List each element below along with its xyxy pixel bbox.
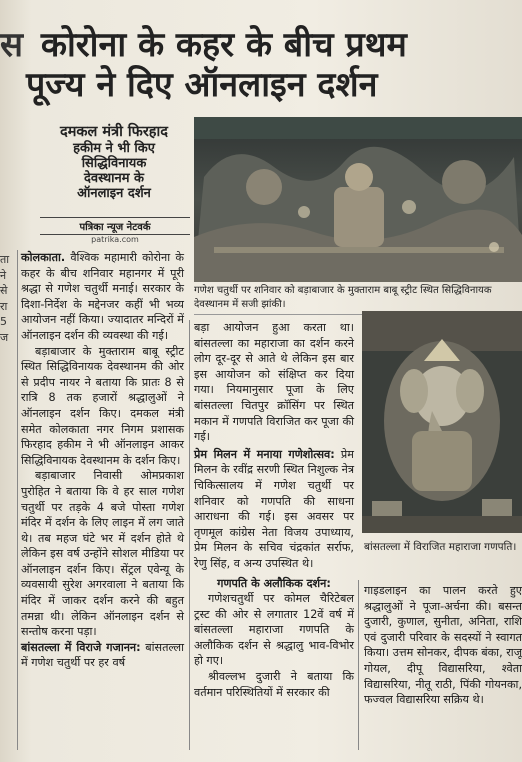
article-column-3 xyxy=(364,583,522,708)
paragraph: बड़ाबाजार निवासी ओमप्रकाश पुरोहित ने बताया कि वे हर साल गणेश चतुर्थी पर तड़के 4 बजे पोस्ता गणेश मंदिर में दर्शन के लिए लाइन में लग जाते थे। तब महज घंटे भर में दर्शन होते थे लेकिन इस वर्ष उन्होंने सोशल मीडिया पर ऑनलाइन दर्शन किए। सेंट्रल एवेन्यू के व्यवसायी सुरेश अगरवाला ने बताया कि मंदिर में जाकर दर्शन करने की बहुत तमन्ना थी। लेकिन ऑनलाइन दर्शन से सन्तोष करना पड़ा। xyxy=(21,469,184,639)
headline-text-1: कोरोना के कहर के बीच प्रथम xyxy=(40,25,407,65)
subheadline xyxy=(38,124,190,201)
paragraph: गाइडलाइन का पालन करते हुए श्रद्धालुओं ने पूजा-अर्चना की। बसन्त दुजारी, कुणाल, सुनीता, अनिता, राशि एवं दुजारी परिवार के सदस्यों ने स्वागत किया। उत्तम सोनकर, दीपक बंका, राजू गोयल, दीपू विद्यासरिया, श्वेता विद्यासरिया, नीतू राठी, पिंकी गोयनका, फज्वल विद्यासरिया सक्रिय थे। xyxy=(364,584,522,707)
subheadline-line: हकीम ने भी किए xyxy=(73,141,155,156)
article-column-1 xyxy=(21,250,184,671)
photo1-caption: गणेश चतुर्थी पर शनिवार को बड़ाबाजार के मुक्ताराम बाबू स्ट्रीट स्थित सिद्धिविनायक देवस्थानम में सजी झांकी। xyxy=(194,285,492,310)
byline-site: patrika.com xyxy=(91,235,139,244)
edge-text: 5 xyxy=(0,315,7,329)
edge-text: ने xyxy=(0,268,7,282)
paragraph-text: प्रेम मिलन के रवींद्र सरणी स्थित निशुल्क नेत्र चिकित्सालय में गणेश चतुर्थी पर शनिवार को गणपति की साधना आराधना की गई। इस अवसर पर तृणमूल कांग्रेस नेता विजय उपाध्याय, प्रेम मिलन के सचिव चंद्रकांत सर्राफ, रेणु सिंह, व अन्य उपस्थित थे। xyxy=(194,447,354,570)
headline-line2: पूज्य ने दिए ऑनलाइन दर्शन xyxy=(26,65,378,105)
edge-text: रा xyxy=(0,299,8,313)
paragraph: श्रीवल्लभ दुजारी ने बताया कि वर्तमान परिस्थितियों में सरकार की xyxy=(194,670,354,699)
byline xyxy=(40,217,190,244)
paragraph: बड़ाबाजार के मुक्ताराम बाबू स्ट्रीट स्थित सिद्धिविनायक देवस्थानम की ओर से प्रदीप नायर ने बताया कि प्रातः 8 से रात्रि 8 तक हजारों श्रद्धालुओं ने ऑनलाइन दर्शन किए। दमकल मंत्री समेत कोलकाता नगर निगम प्रशासक फिरहाद हकीम ने भी ऑनलाइन आकर सिद्धिविनायक देवस्थानम के दर्शन किए। xyxy=(21,344,184,467)
subhead: प्रेम मिलन में मनाया गणेशोत्सव: xyxy=(194,447,335,461)
paragraph: गणेशचतुर्थी पर कोमल चैरिटेबल ट्रस्ट की ओर से लगातार 12वें वर्ष में बांसतल्ला महाराजा गणपति के अलौकिक दर्शन से श्रद्धालु भाव-विभोर हो गए। xyxy=(194,592,354,668)
subhead: गणपति के अलौकिक दर्शन: xyxy=(217,576,331,590)
paragraph: बड़ा आयोजन हुआ करता था। बांसतल्ला का महाराजा का दर्शन करने लोग दूर-दूर से आते थे लेकिन इस बार इस आयोजन को संक्षिप्त कर दिया गया। नियमानुसार पूजा के लिए बांसतल्ला चितपुर क्रॉसिंग पर स्थित मकान में गणपति विराजित कर पूजा की गई। xyxy=(194,321,354,444)
paragraph xyxy=(21,250,184,344)
photo2-caption: बांसतल्ला में विराजित महाराजा गणपति। xyxy=(364,541,517,553)
subheadline-line: देवस्थानम के xyxy=(83,171,145,186)
paragraph-text: बांसतल्ला में गणेश चतुर्थी पर हर वर्ष xyxy=(21,640,184,670)
subheadline-line: ऑनलाइन दर्शन xyxy=(77,186,151,201)
article-column-2 xyxy=(194,320,354,700)
column-divider xyxy=(358,580,359,750)
ganpati-photo xyxy=(362,311,522,533)
paragraph xyxy=(194,447,354,572)
column-divider xyxy=(17,250,18,750)
subhead: बांसतल्ला में विराजे गजानन: xyxy=(21,640,141,654)
headline-prefix: स xyxy=(0,25,23,65)
edge-text: ज xyxy=(0,330,9,344)
edge-text: से xyxy=(0,284,8,298)
paragraph xyxy=(21,640,184,671)
paragraph-text: वैश्विक महामारी कोरोना के कहर के बीच शनिवार महानगर में पूरी श्रद्धा से गणेश चतुर्थी मनाई। सरकार के दिशा-निर्देश के मद्देनजर कहीं भी भव्य आयोजन नहीं किया। ज्यादातर मन्दिरों में ऑनलाइन दर्शन की व्यवस्था की गई। xyxy=(21,251,184,342)
dateline: कोलकाता. xyxy=(21,251,66,264)
byline-agency: पत्रिका न्यूज नेटवर्क xyxy=(40,217,190,235)
column-divider xyxy=(189,320,190,750)
subheadline-line: सिद्धिविनायक xyxy=(81,156,147,171)
subheadline-line: दमकल मंत्री फिरहाद xyxy=(60,124,168,140)
jhanki-photo xyxy=(194,117,522,282)
edge-text: ता xyxy=(0,253,10,266)
edge-column xyxy=(0,252,14,346)
headline-line1 xyxy=(0,26,407,64)
